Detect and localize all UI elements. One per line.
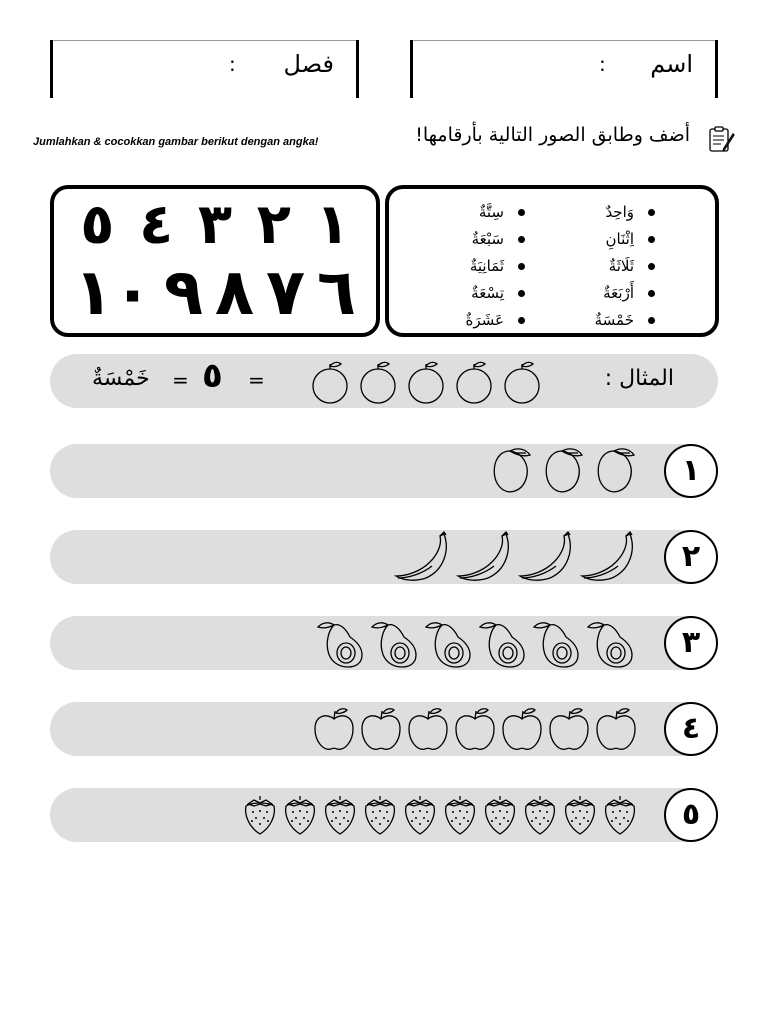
name-field[interactable] xyxy=(410,40,718,98)
avocado-icon xyxy=(586,617,640,673)
numeral: ٨ xyxy=(214,256,255,330)
strawberry-icon xyxy=(440,794,480,840)
bullet-icon xyxy=(648,317,655,324)
mango-icon xyxy=(588,445,640,501)
apple-icon xyxy=(546,705,593,757)
bullet-icon xyxy=(518,209,525,216)
strawberry-icon xyxy=(520,794,560,840)
banana-icon xyxy=(578,530,640,588)
words-column-right xyxy=(595,199,655,334)
class-label: فصل xyxy=(283,50,334,78)
bullet-icon xyxy=(518,317,525,324)
class-colon: : xyxy=(229,52,236,76)
avocado-icon xyxy=(316,617,370,673)
name-colon: : xyxy=(599,52,606,76)
example-numeral: ٥ xyxy=(202,356,223,396)
numeral: ٢ xyxy=(256,192,291,257)
numeral: ٦ xyxy=(316,256,357,330)
orange-icon xyxy=(308,358,352,410)
banana-icon xyxy=(454,530,516,588)
bullet-icon xyxy=(518,236,525,243)
exercise-fruits xyxy=(316,617,640,673)
orange-icon xyxy=(404,358,448,410)
exercise-strip[interactable] xyxy=(50,616,718,670)
bullet-icon xyxy=(648,263,655,270)
mango-icon xyxy=(484,445,536,501)
avocado-icon xyxy=(532,617,586,673)
example-word: خَمْسَةٌ xyxy=(92,366,150,391)
strawberry-icon xyxy=(560,794,600,840)
clipboard-pencil-icon xyxy=(706,125,736,155)
word-item: عَشَرَةٌ xyxy=(466,307,525,334)
numeral: ١ xyxy=(315,192,350,257)
word-item: وَاحِدٌ xyxy=(595,199,655,226)
exercise-fruits xyxy=(240,794,640,840)
instruction-malay: Jumlahkan & cocokkan gambar berikut dengan angka! xyxy=(33,136,319,148)
exercise-fruits xyxy=(484,445,640,501)
name-label: اسم xyxy=(650,50,693,78)
exercise-strip[interactable] xyxy=(50,444,718,498)
bullet-icon xyxy=(518,263,525,270)
exercise-number: ٥ xyxy=(664,788,718,842)
numerals-box xyxy=(50,185,380,337)
orange-icon xyxy=(452,358,496,410)
avocado-icon xyxy=(370,617,424,673)
numeral: ٣ xyxy=(197,192,233,257)
word-item: سَبْعَةٌ xyxy=(466,226,525,253)
number-words-box xyxy=(385,185,719,337)
strawberry-icon xyxy=(320,794,360,840)
numeral: ٩ xyxy=(164,256,204,330)
exercise-strip[interactable] xyxy=(50,788,718,842)
orange-icon xyxy=(500,358,544,410)
exercise-strip[interactable] xyxy=(50,530,718,584)
numeral: ١٠ xyxy=(73,256,153,330)
apple-icon xyxy=(311,705,358,757)
example-label: المثال : xyxy=(604,366,674,391)
bullet-icon xyxy=(648,209,655,216)
instruction-arabic: أضف وطابق الصور التالية بأرقامها! xyxy=(415,124,690,146)
orange-icon xyxy=(356,358,400,410)
numerals-row-2 xyxy=(54,253,376,333)
exercise-number: ٢ xyxy=(664,530,718,584)
banana-icon xyxy=(516,530,578,588)
avocado-icon xyxy=(478,617,532,673)
strawberry-icon xyxy=(480,794,520,840)
word-item: تِسْعَةٌ xyxy=(466,280,525,307)
apple-icon xyxy=(593,705,640,757)
word-item: سِتَّةٌ xyxy=(466,199,525,226)
avocado-icon xyxy=(424,617,478,673)
equals-sign: = xyxy=(172,368,189,392)
numeral: ٥ xyxy=(80,192,115,257)
equals-sign: = xyxy=(248,368,265,392)
numeral: ٧ xyxy=(265,256,306,330)
exercise-fruits xyxy=(311,705,640,757)
word-item: اِثْنَانِ xyxy=(595,226,655,253)
exercise-number: ٤ xyxy=(664,702,718,756)
word-item: ثَلَاثَةٌ xyxy=(595,253,655,280)
strawberry-icon xyxy=(360,794,400,840)
word-item: أَرْبَعَةٌ xyxy=(595,280,655,307)
strawberry-icon xyxy=(240,794,280,840)
exercise-fruits xyxy=(392,530,640,588)
bullet-icon xyxy=(648,290,655,297)
bullet-icon xyxy=(518,290,525,297)
strawberry-icon xyxy=(400,794,440,840)
example-fruits xyxy=(308,358,548,410)
apple-icon xyxy=(452,705,499,757)
mango-icon xyxy=(536,445,588,501)
strawberry-icon xyxy=(600,794,640,840)
apple-icon xyxy=(405,705,452,757)
apple-icon xyxy=(499,705,546,757)
apple-icon xyxy=(358,705,405,757)
bullet-icon xyxy=(648,236,655,243)
class-field[interactable] xyxy=(50,40,359,98)
exercise-number: ٣ xyxy=(664,616,718,670)
words-column-left xyxy=(466,199,525,334)
example-strip xyxy=(50,354,718,408)
word-item: خَمْسَةٌ xyxy=(595,307,655,334)
numerals-row-1 xyxy=(54,193,376,257)
exercise-strip[interactable] xyxy=(50,702,718,756)
banana-icon xyxy=(392,530,454,588)
strawberry-icon xyxy=(280,794,320,840)
exercise-number: ١ xyxy=(664,444,718,498)
numeral: ٤ xyxy=(139,192,174,257)
word-item: ثَمَانِيَةٌ xyxy=(466,253,525,280)
